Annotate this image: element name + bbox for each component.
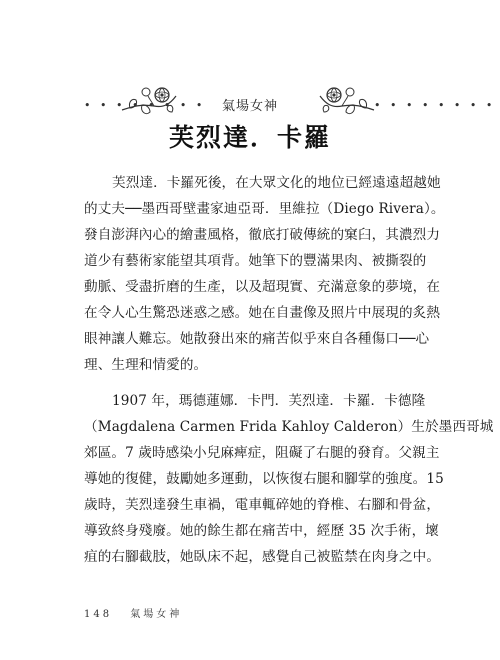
page-footer	[84, 605, 194, 620]
text-line: 芙烈達．卡羅死後，在大眾文化的地位已經遠遠超越她	[112, 175, 441, 191]
text-line: 的丈夫──墨西哥壁畫家迪亞哥．里維拉（Diego Rivera）。	[84, 201, 445, 217]
body-text	[84, 170, 494, 574]
running-head-title: 氣場女神	[221, 99, 278, 114]
chapter-title: 芙烈達．卡羅	[168, 123, 331, 152]
text-line: 道少有藝術家能望其項背。她筆下的豐滿果肉、被撕裂的	[84, 253, 427, 269]
right-dot-rule: • • • • • • • •	[374, 99, 496, 112]
text-line: （Magdalena Carmen Frida Kahloy Calderon）生於墨西哥城	[84, 419, 494, 435]
page-number: 148	[84, 609, 113, 620]
text-line: 1907 年，瑪德蓮娜．卡門．芙烈達．卡羅．卡德隆	[112, 393, 426, 409]
text-line: 疽的右腳截肢，她臥床不起，感覺自己被監禁在肉身之中。	[84, 549, 441, 565]
text-line: 郊區。7 歲時感染小兒麻痺症，阻礙了右腿的發育。父親主	[84, 445, 440, 461]
paragraph-2	[84, 388, 494, 570]
text-line: 歲時，芙烈達發生車禍，電車輒碎她的脊椎、右腳和骨盆，	[84, 497, 441, 513]
text-line: 在令人心生驚恐迷惑之感。她在自畫像及照片中展現的炙熱	[84, 305, 441, 321]
text-line: 理、生理和情愛的。	[84, 357, 208, 373]
footer-book-title: 氣場女神	[130, 609, 183, 620]
paragraph-1	[84, 170, 445, 378]
left-dot-rule: • • • • • • • •	[84, 99, 206, 112]
running-header	[0, 82, 500, 122]
text-line: 發自澎湃內心的繪畫風格，徹底打破傳統的窠臼，其濃烈力	[84, 227, 441, 243]
text-line: 動脈、受盡折磨的生產，以及超現實、充滿意象的夢境，在	[84, 279, 441, 295]
text-line: 眼神讓人難忘。她散發出來的痛苦似乎來自各種傷口──心	[84, 331, 430, 347]
text-line: 導她的復健，鼓勵她多運動，以恢復右腿和腳掌的強度。15	[84, 471, 444, 487]
text-line: 導致終身殘廢。她的餘生都在痛苦中，經歷 35 次手術，壞	[84, 523, 439, 539]
floral-ornament-right-icon	[318, 82, 376, 122]
